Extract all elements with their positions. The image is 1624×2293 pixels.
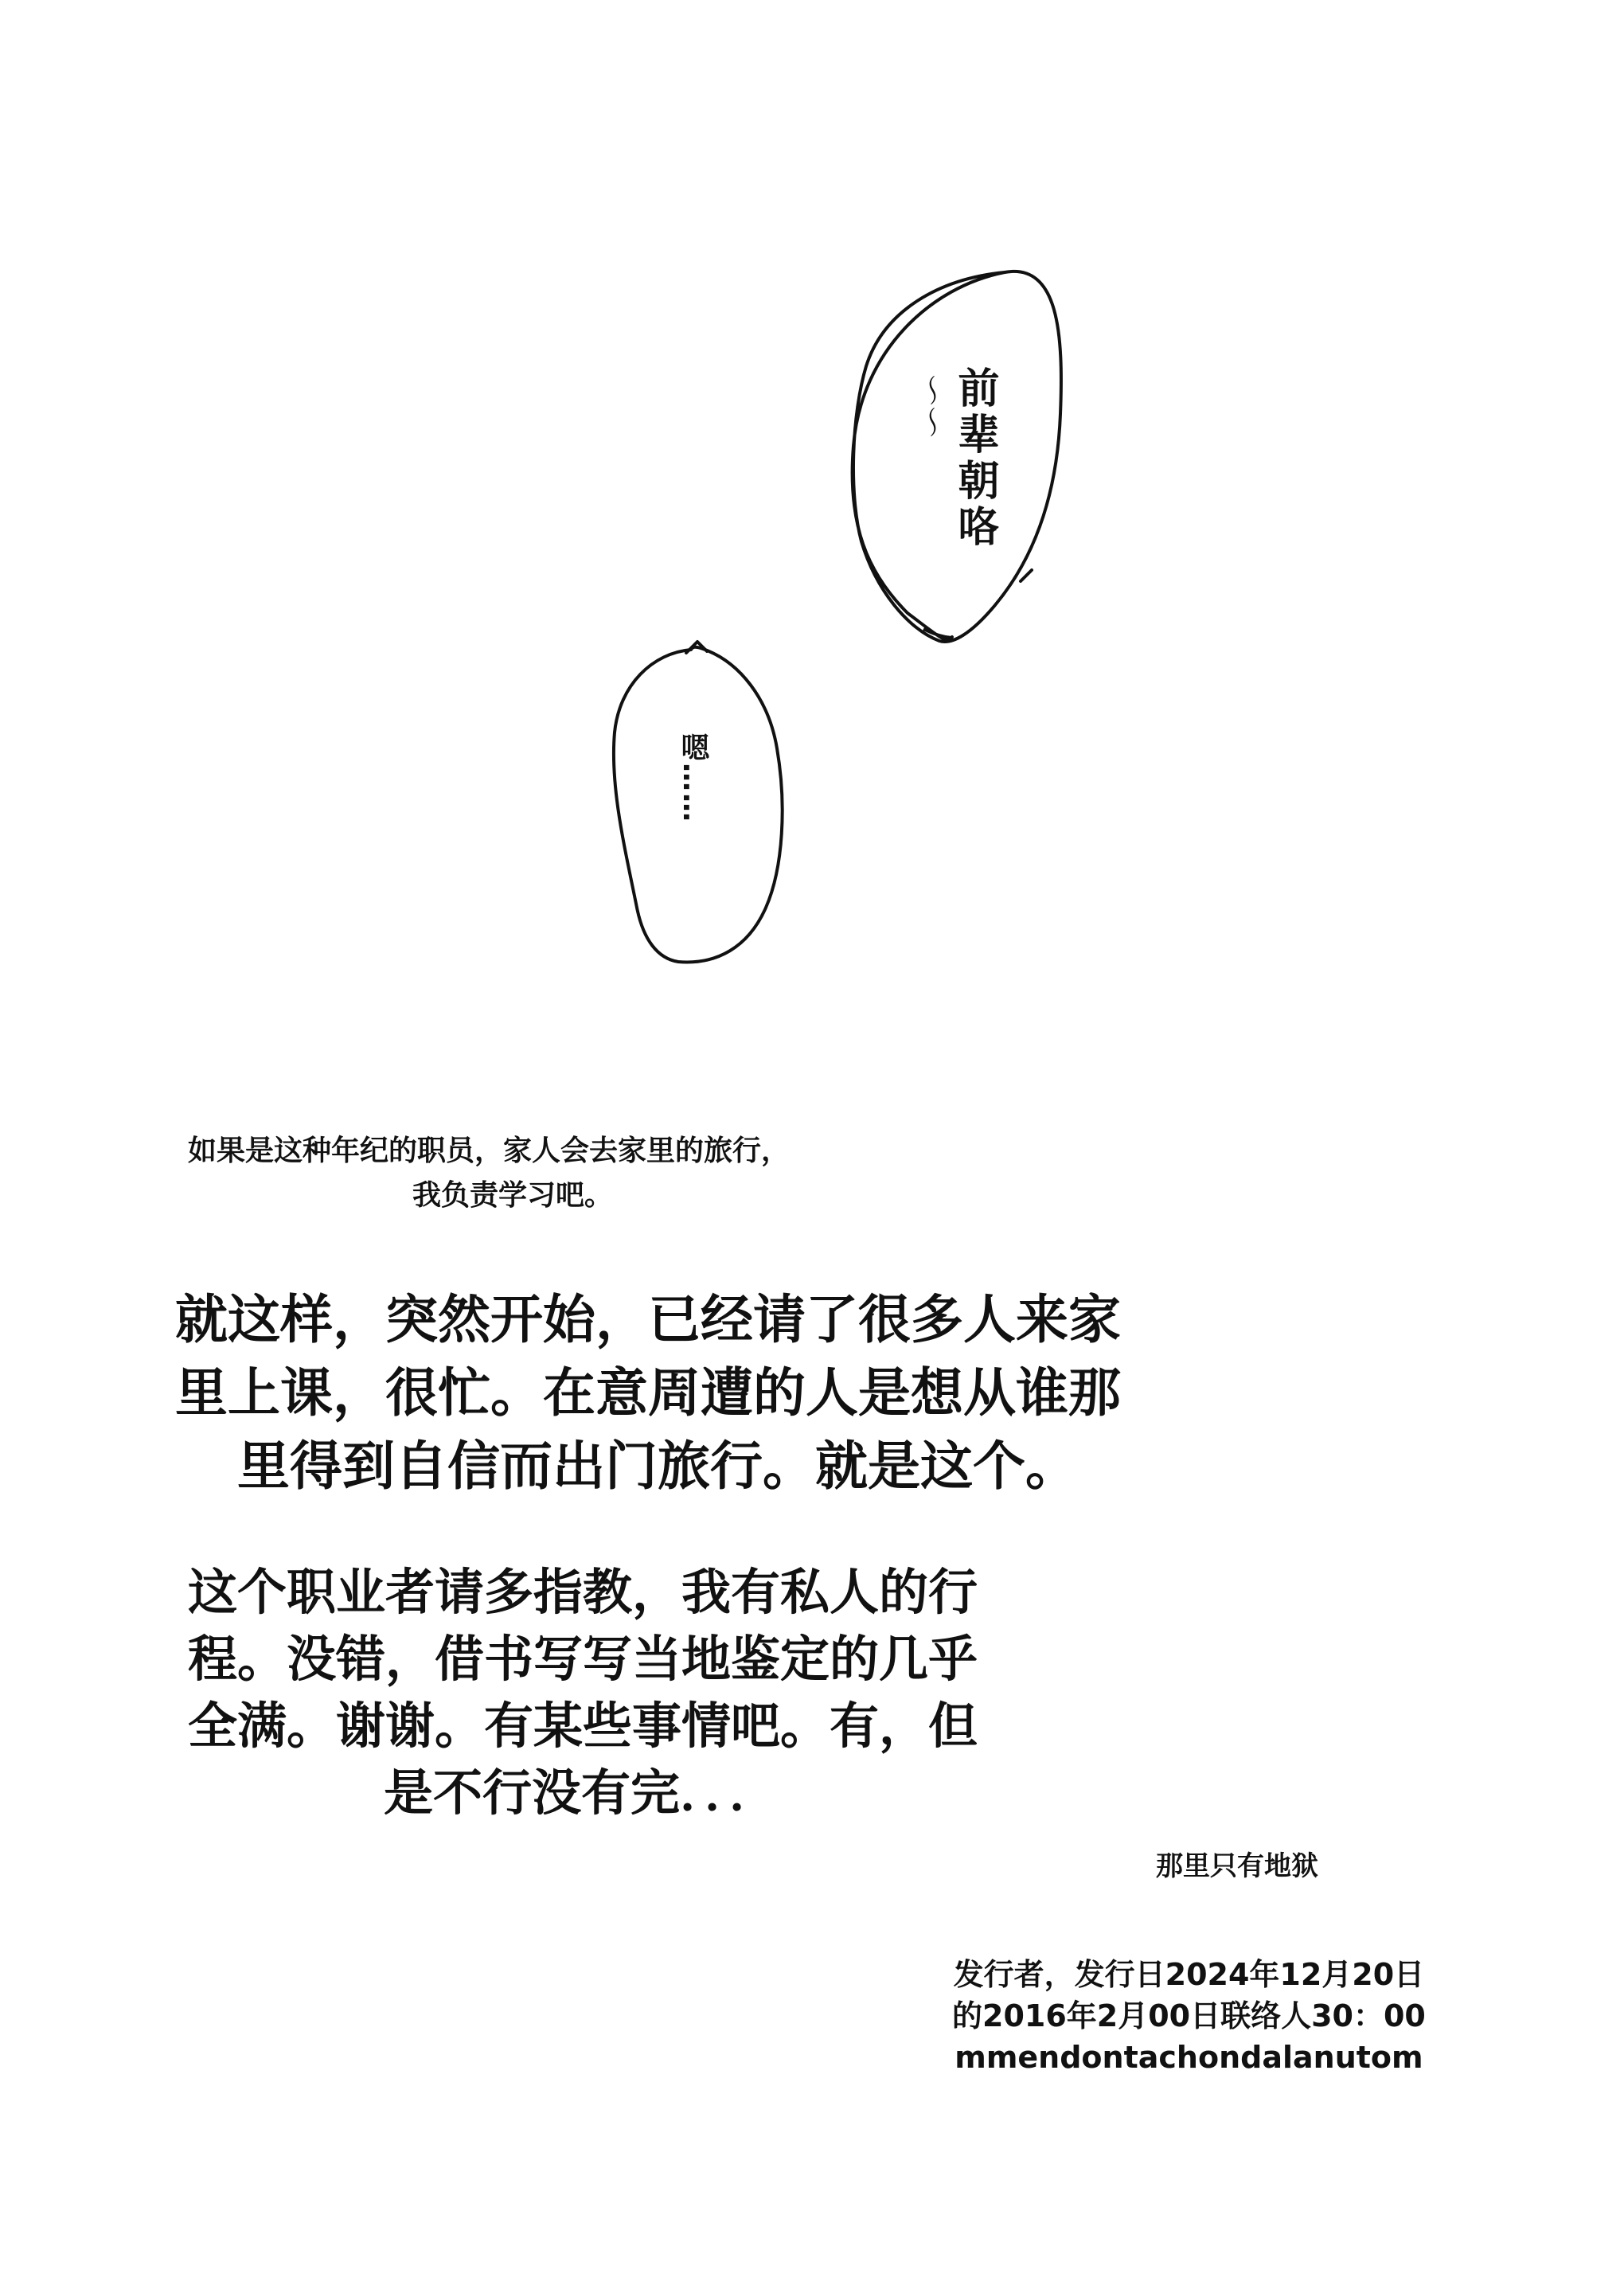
- intro-line-1: 如果是这种年纪的职员，家人会去家里的旅行，: [188, 1135, 791, 1167]
- bubble-top-text: 前辈朝咯: [951, 366, 998, 551]
- paragraph-2-line-4: 是不行没有完．．．: [384, 1764, 779, 1822]
- paragraph-1-line-1: 就这样，突然开始，已经请了很多人来家: [175, 1289, 1121, 1350]
- bubble-bottom-text: 嗯……: [677, 732, 709, 823]
- paragraph-2: [188, 1559, 978, 1826]
- paragraph-2-line-1: 这个职业者请多指教，我有私人的行: [188, 1563, 978, 1621]
- intro-line-2: 我负责学习吧。: [412, 1179, 614, 1212]
- intro-text: [188, 1129, 790, 1218]
- publication-line-2: 的2016年2月00日联络人30：00: [952, 1998, 1426, 2033]
- paragraph-1: [175, 1283, 1121, 1503]
- paragraph-2-line-2: 程。没错，借书写写当地鉴定的几乎: [188, 1630, 978, 1688]
- publication-info: [952, 1954, 1426, 2078]
- paragraph-1-line-2: 里上课，很忙。在意周遭的人是想从谁那: [175, 1362, 1121, 1424]
- paragraph-2-line-3: 全满。谢谢。有某些事情吧。有，但: [188, 1697, 978, 1755]
- paragraph-1-line-3: 里得到自信而出门旅行。就是这个。: [237, 1436, 1078, 1497]
- signature: 那里只有地狱: [1156, 1850, 1318, 1882]
- bubble-top-wave: ～～: [912, 374, 948, 438]
- publication-line-3: mmendontachondalanutom: [954, 2040, 1423, 2075]
- speech-bubble-top-tail: [1021, 570, 1032, 581]
- publication-line-1: 发行者，发行日2024年12月20日: [953, 1957, 1425, 1992]
